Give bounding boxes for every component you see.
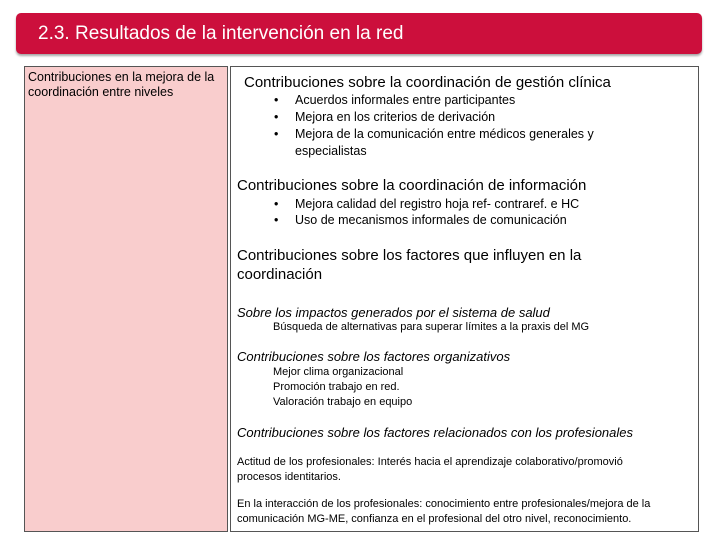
bullet-icon: • [274,127,279,141]
bullet-item-text: Mejora en los criterios de derivación [295,110,496,124]
section-heading-informacion: Contribuciones sobre la coordinación de información [237,177,587,194]
subsection-title-organizativos: Contribuciones sobre los factores organizativos [237,349,511,364]
subsection-title-impactos: Sobre los impactos generados por el sistema de salud [237,305,550,320]
bullet-item-text: Mejora de la comunicación entre médicos generales y [295,127,594,141]
slide-title: 2.3. Resultados de la intervención en la red [38,23,404,44]
slide-title-bar [16,13,702,54]
paragraph-actitud: Actitud de los profesionales: Interés hacia el aprendizaje colaborativo/promovió procesos identitarios. [237,456,623,483]
paragraph-interaccion: En la interacción de los profesionales: conocimiento entre profesionales/mejora de la comunicación MG-ME, confianza en el profesional del otro nivel, reconocimiento. [237,498,651,525]
bullet-icon: • [274,93,279,107]
bullet-icon: • [274,197,279,211]
subsection-item: Promoción trabajo en red. [273,381,400,393]
bullet-icon: • [274,213,279,227]
subsection-title-profesionales: Contribuciones sobre los factores relacionados con los profesionales [237,425,633,440]
left-cell-text: Contribuciones en la mejora de la coordinación entre niveles [28,70,215,99]
section-heading-factores: Contribuciones sobre los factores que influyen en la coordinación [237,247,582,283]
bullet-item-text: Mejora calidad del registro hoja ref- contraref. e HC [295,197,580,211]
subsection-item: Búsqueda de alternativas para superar límites a la praxis del MG [273,321,590,333]
bullet-icon: • [274,110,279,124]
section-heading-clinica: Contribuciones sobre la coordinación de gestión clínica [244,74,611,91]
bullet-item-text: Acuerdos informales entre participantes [295,93,516,107]
subsection-item: Mejor clima organizacional [273,366,404,378]
bullet-item-text: Uso de mecanismos informales de comunicación [295,213,567,227]
subsection-item: Valoración trabajo en equipo [273,396,413,408]
bullet-item [274,109,496,126]
bullet-item [274,92,516,109]
right-table-cell [230,66,699,532]
bullet-item-continuation: especialistas [295,144,367,158]
bullet-item [274,196,580,213]
bullet-item [274,212,567,229]
bullet-item [274,126,594,143]
left-table-cell [24,66,228,532]
